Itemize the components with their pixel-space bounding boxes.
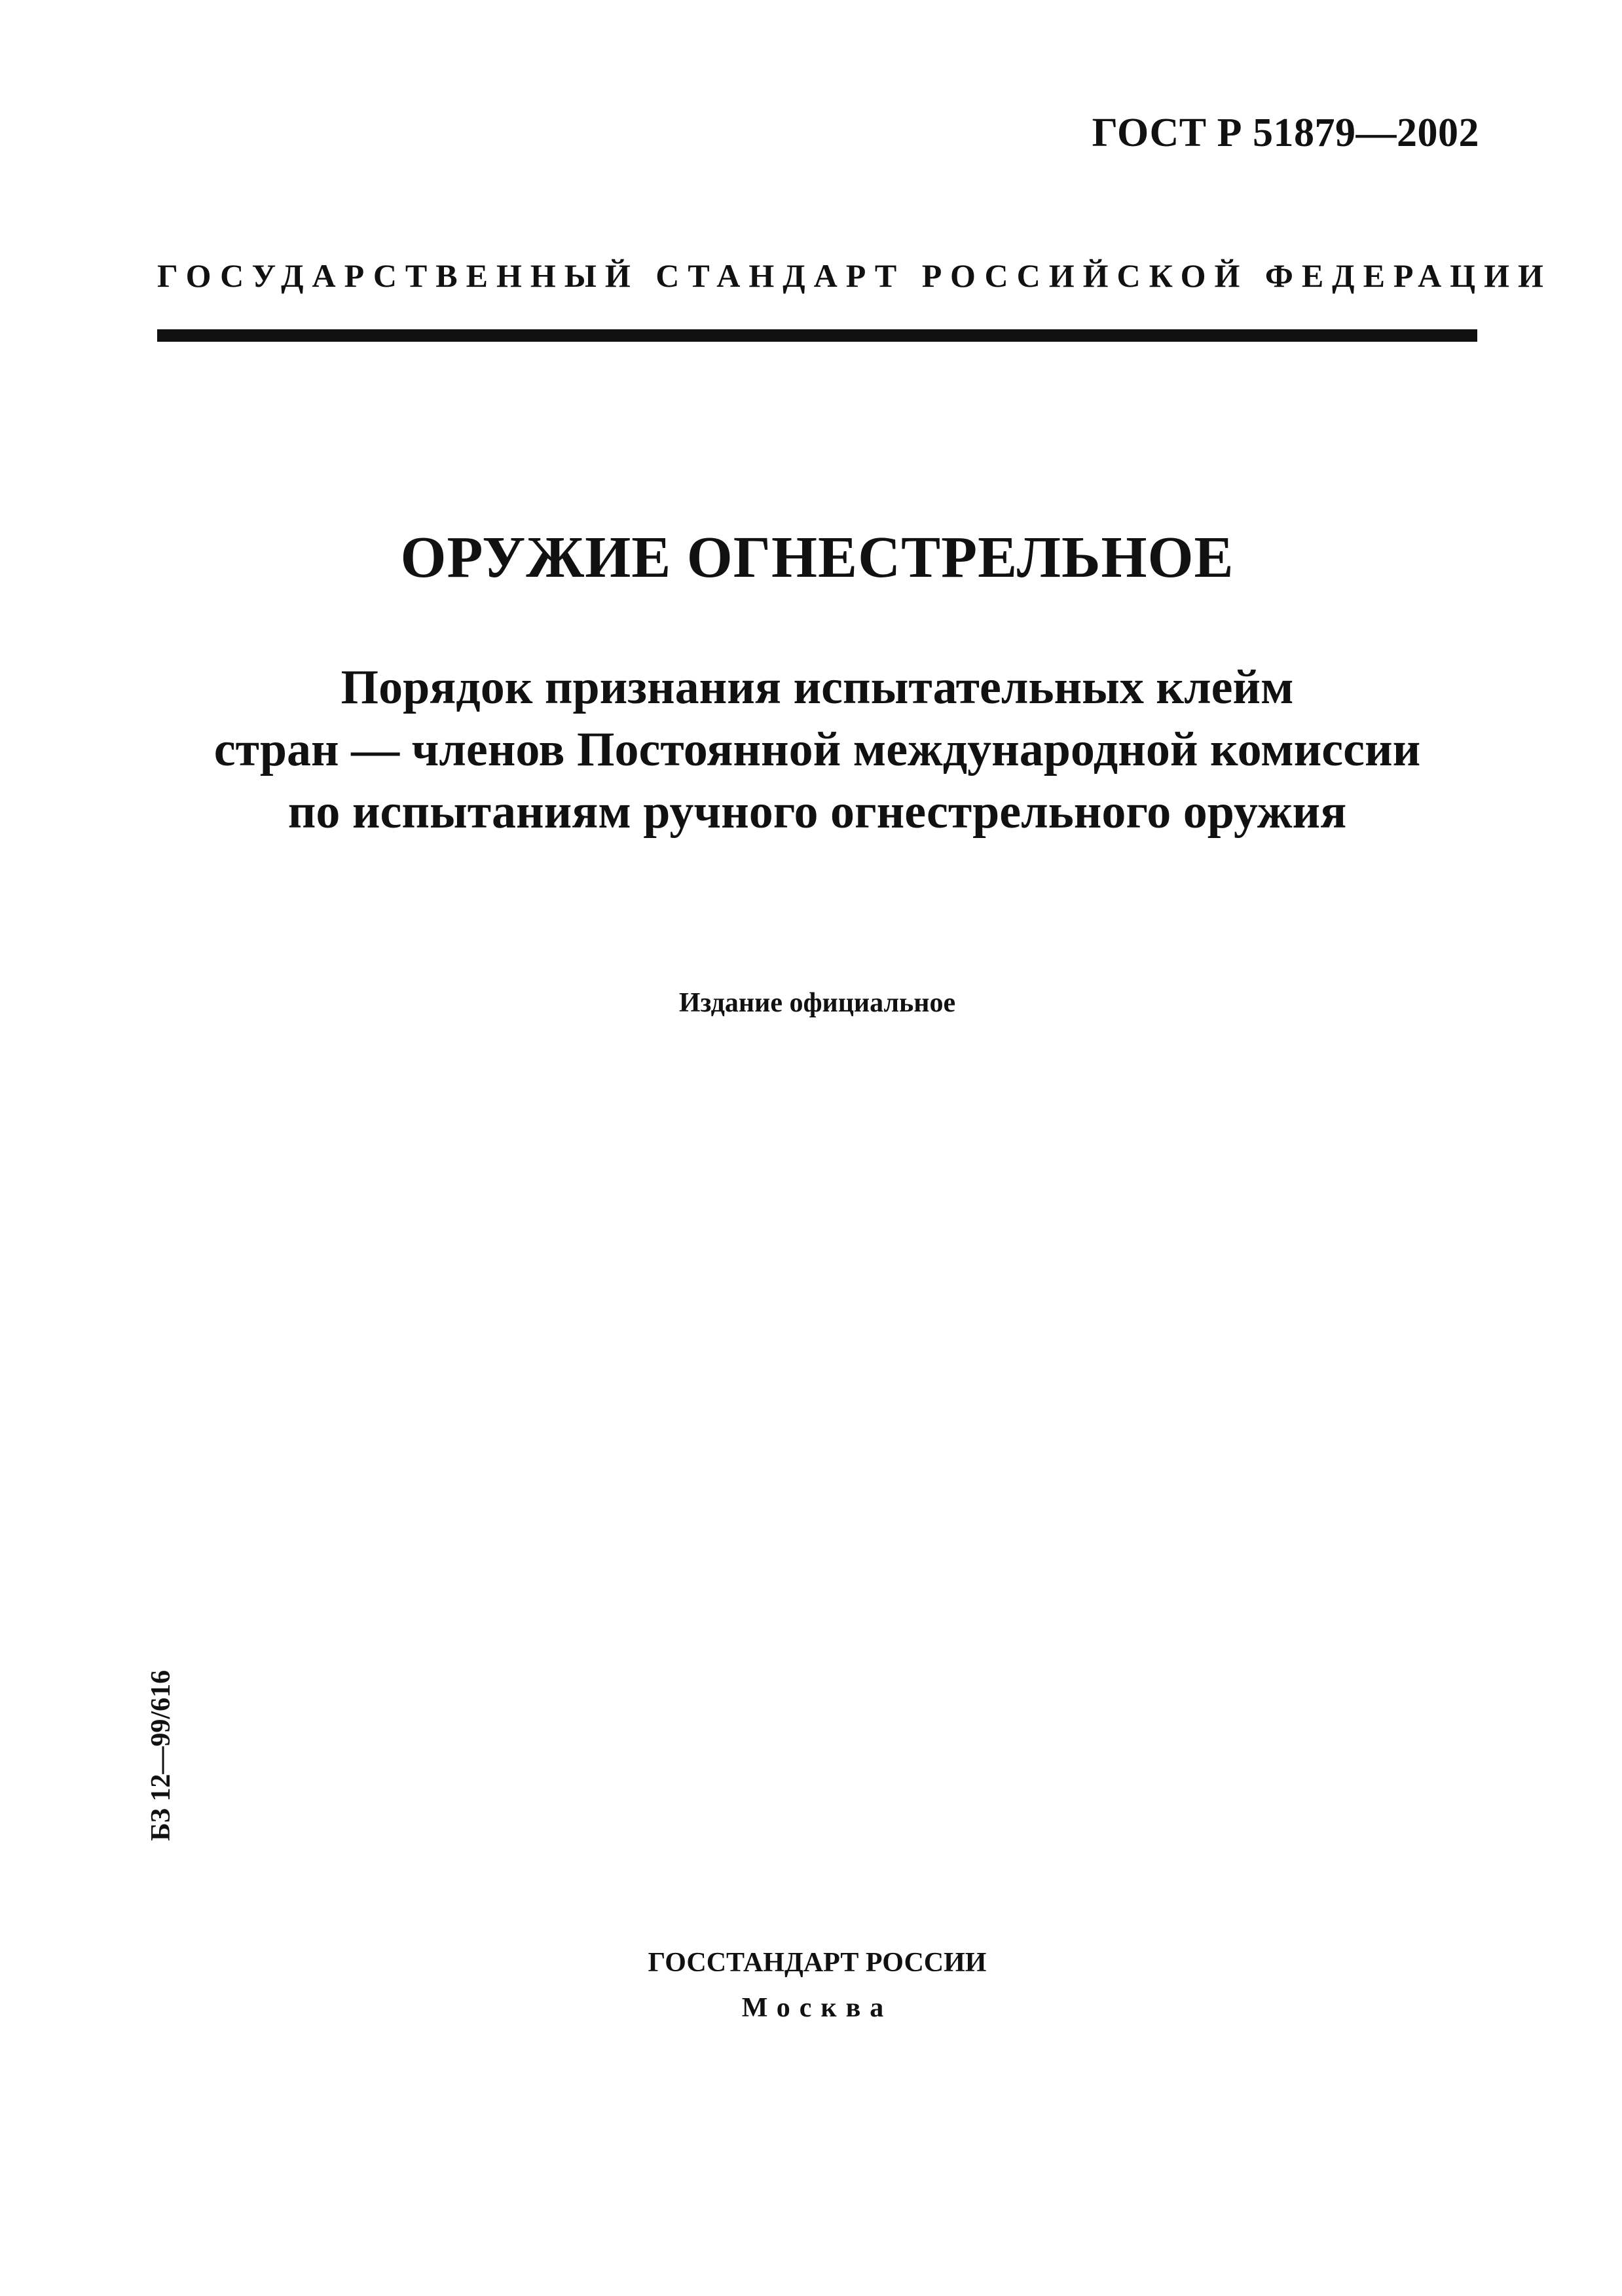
subtitle-line-3: по испытаниям ручного огнестрельного оружия bbox=[287, 785, 1347, 839]
document-subtitle bbox=[157, 657, 1477, 843]
document-number: ГОСТ Р 51879—2002 bbox=[1092, 111, 1479, 155]
edition-label: Издание официальное bbox=[678, 988, 956, 1018]
subtitle-line-1: Порядок признания испытательных клейм bbox=[341, 661, 1294, 714]
publisher-name: ГОССТАНДАРТ РОССИИ bbox=[648, 1948, 987, 1978]
standard-header: ГОСУДАРСТВЕННЫЙ СТАНДАРТ РОССИЙСКОЙ ФЕДЕРАЦИИ bbox=[157, 257, 1552, 294]
side-code-label: БЗ 12—99/616 bbox=[146, 1669, 176, 1841]
subtitle-line-2: стран — членов Постоянной международной комиссии bbox=[213, 723, 1421, 776]
publication-city: Москва bbox=[741, 1993, 893, 2023]
header-rule-divider bbox=[157, 329, 1477, 342]
document-title: ОРУЖИЕ ОГНЕСТРЕЛЬНОЕ bbox=[400, 525, 1234, 590]
